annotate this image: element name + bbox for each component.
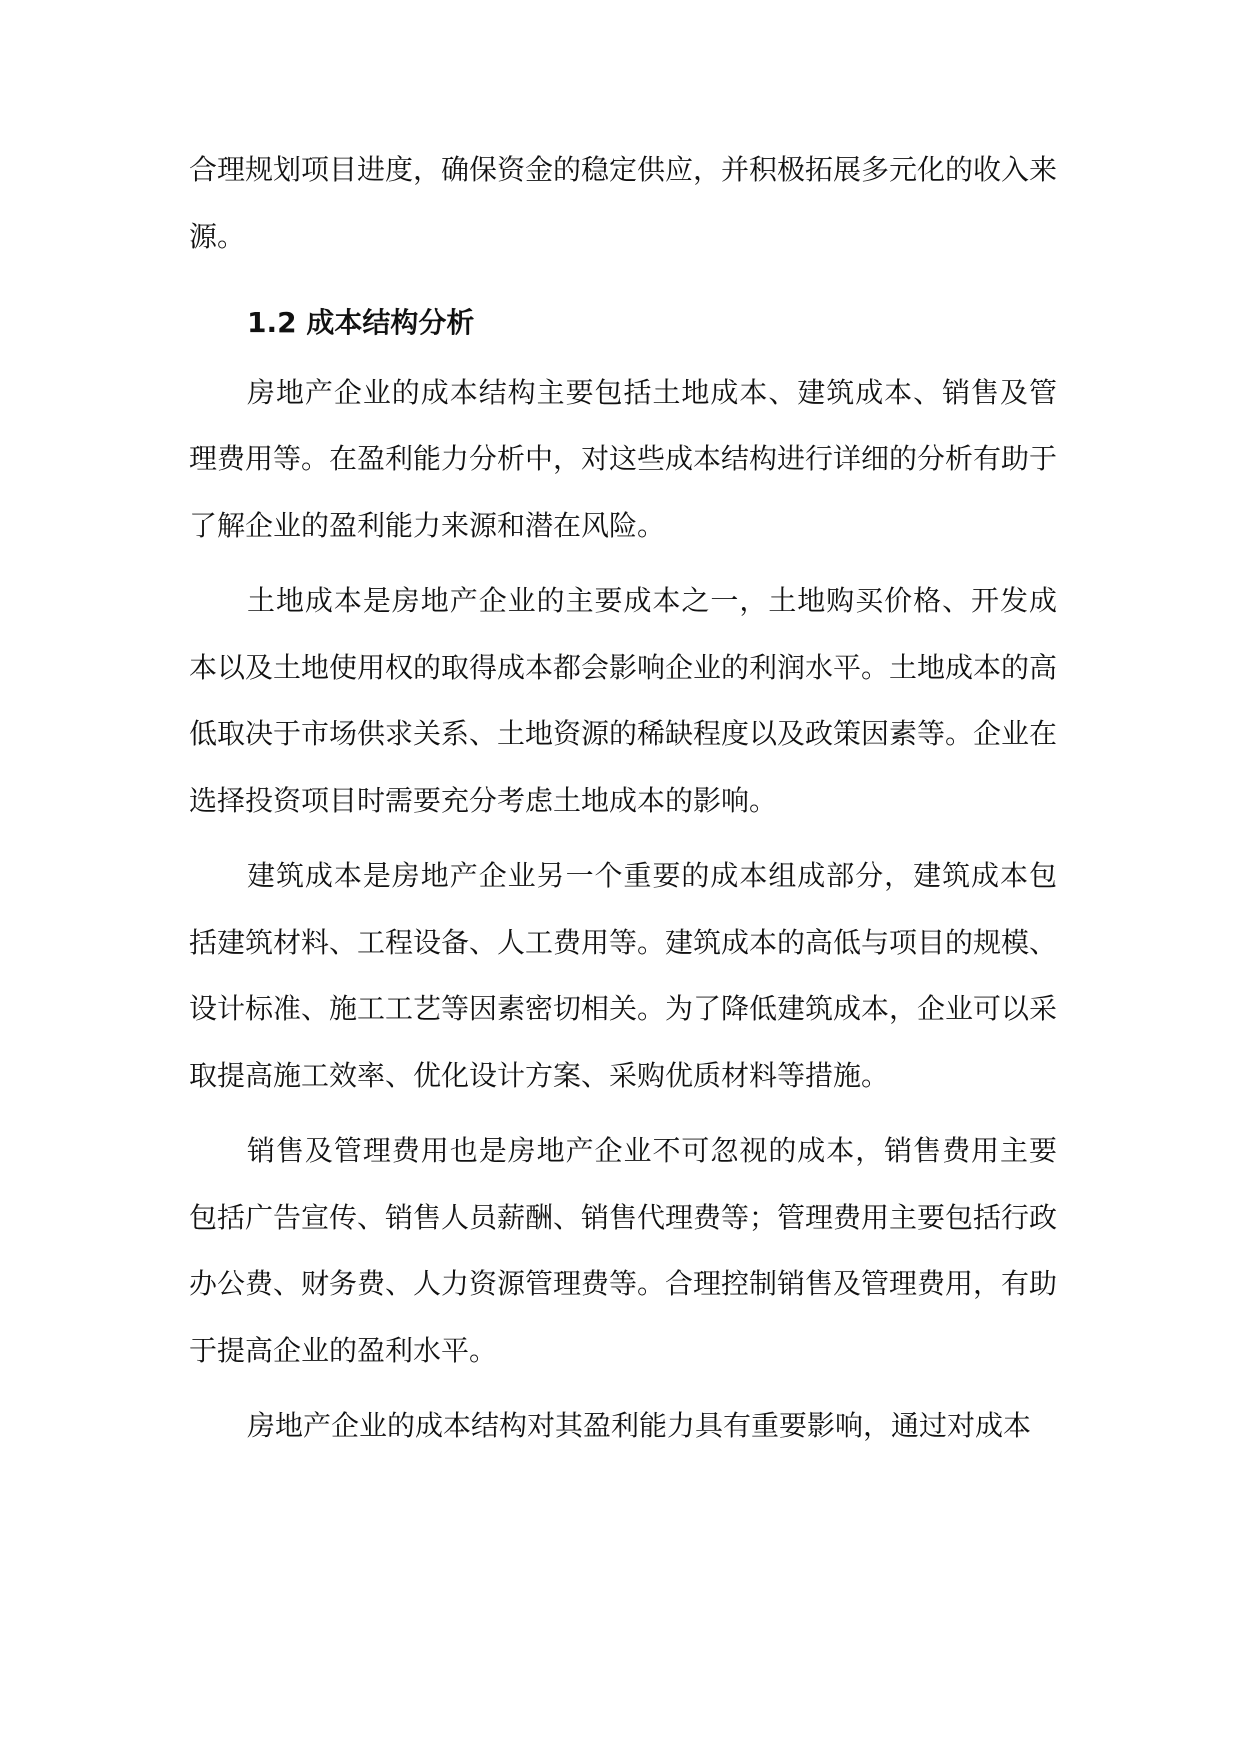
continued-paragraph: 合理规划项目进度，确保资金的稳定供应，并积极拓展多元化的收入来源。 <box>189 153 1058 253</box>
paragraph-conclusion-start: 房地产企业的成本结构对其盈利能力具有重要影响，通过对成本 <box>247 1409 1032 1442</box>
paragraph-sales-admin-expenses: 销售及管理费用也是房地产企业不可忽视的成本，销售费用主要包括广告宣传、销售人员薪酬、销售代理费等；管理费用主要包括行政办公费、财务费、人力资源管理费等。合理控制销售及管理费用，有助于提高企业的盈利水平。 <box>189 1134 1058 1367</box>
paragraph-land-cost: 土地成本是房地产企业的主要成本之一，土地购买价格、开发成本以及土地使用权的取得成本都会影响企业的利润水平。土地成本的高低取决于市场供求关系、土地资源的稀缺程度以及政策因素等。企业在选择投资项目时需要充分考虑土地成本的影响。 <box>189 584 1058 817</box>
paragraph-cost-structure-overview: 房地产企业的成本结构主要包括土地成本、建筑成本、销售及管理费用等。在盈利能力分析中，对这些成本结构进行详细的分析有助于了解企业的盈利能力来源和潜在风险。 <box>189 375 1058 542</box>
document-body <box>189 137 1057 1469</box>
section-heading: 1.2 成本结构分析 <box>247 306 475 339</box>
paragraph-construction-cost: 建筑成本是房地产企业另一个重要的成本组成部分，建筑成本包括建筑材料、工程设备、人工费用等。建筑成本的高低与项目的规模、设计标准、施工工艺等因素密切相关。为了降低建筑成本，企业可以采取提高施工效率、优化设计方案、采购优质材料等措施。 <box>189 859 1058 1092</box>
